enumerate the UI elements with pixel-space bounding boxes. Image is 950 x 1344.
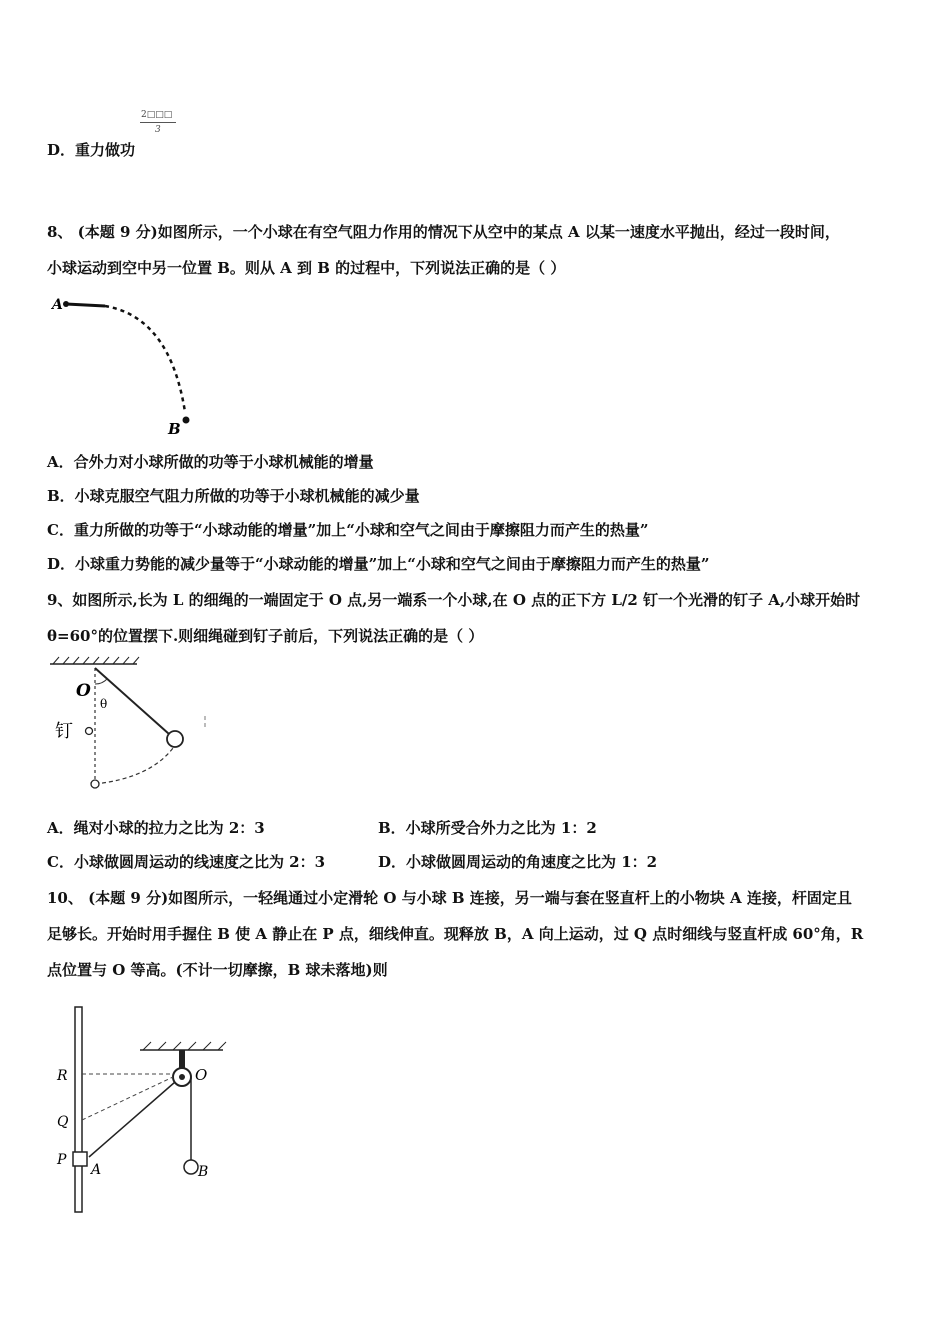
fraction-denominator: 3 <box>155 125 161 135</box>
fig-label-r: R <box>57 1068 68 1084</box>
fig-label-q: Q <box>57 1114 69 1130</box>
trajectory-path <box>105 306 185 412</box>
q10-stem-line1: 10、 (本题 9 分)如图所示，一轻绳通过小定滑轮 O 与小球 B 连接，另一端与套在竖直杆上的小物块 A 连接，杆固定且 <box>47 889 852 907</box>
fig-label-o: O <box>76 681 91 701</box>
q10-stem-line2: 足够长。开始时用手握住 B 使 A 静止在 P 点，细线伸直。现释放 B，A 向上运动，过 Q 点时细线与竖直杆成 60°角，R <box>47 925 864 943</box>
ball-b <box>184 1160 198 1174</box>
q7-option-d: D．重力做功 <box>47 141 136 159</box>
ceiling-hatch <box>143 1042 226 1050</box>
fraction-numerator: 2□□□ <box>141 110 173 120</box>
q-dashed-line <box>82 1077 173 1120</box>
q9-stem-line1: 9、如图所示,长为 L 的细绳的一端固定于 O 点,另一端系一个小球,在 O 点的正下方 L/2 钉一个光滑的钉子 A,小球开始时 <box>47 591 861 609</box>
q8-option-d: D．小球重力势能的减少量等于“小球动能的增量”加上“小球和空气之间由于摩擦阻力而产生的热量” <box>47 555 710 573</box>
pulley-axle <box>179 1074 185 1080</box>
block-a <box>73 1152 87 1166</box>
angle-arc <box>95 679 107 684</box>
fig-label-a: A <box>91 1162 102 1178</box>
fig-label-o: O <box>195 1066 208 1084</box>
ball <box>167 731 183 747</box>
q8-stem-line2: 小球运动到空中另一位置 B。则从 A 到 B 的过程中，下列说法正确的是（ ） <box>47 259 566 277</box>
q8-option-a: A．合外力对小球所做的功等于小球机械能的增量 <box>47 453 374 471</box>
q9-option-a: A．绳对小球的拉力之比为 2：3 <box>47 819 265 837</box>
vertical-rod <box>75 1007 82 1212</box>
q9-option-d: D．小球做圆周运动的角速度之比为 1：2 <box>378 853 658 871</box>
q8-option-b: B．小球克服空气阻力所做的功等于小球机械能的减少量 <box>47 487 420 505</box>
fig-label-b: B <box>168 420 181 438</box>
swing-arc <box>95 748 173 784</box>
q8-option-c: C．重力所做的功等于“小球动能的增量”加上“小球和空气之间由于摩擦阻力而产生的热量” <box>47 521 649 539</box>
fraction-bar <box>140 122 176 123</box>
lowest-point <box>91 780 99 788</box>
q10-stem-line3: 点位置与 O 等高。(不计一切摩擦，B 球未落地)则 <box>47 961 388 979</box>
q8-trajectory-figure <box>50 292 200 442</box>
start-arrow <box>66 304 105 306</box>
rope-to-a <box>89 1082 175 1157</box>
q8-stem-line1: 8、 (本题 9 分)如图所示，一个小球在有空气阻力作用的情况下从空中的某点 A 以某一速度水平抛出，经过一段时间， <box>47 223 840 241</box>
fig-label-nail: 钉 <box>55 721 73 742</box>
fig-label-b: B <box>198 1164 209 1180</box>
nail <box>86 728 93 735</box>
end-dot <box>183 417 190 424</box>
ceiling-hatch <box>53 657 139 664</box>
fig-label-p: P <box>57 1152 67 1168</box>
fig-label-a: A <box>52 297 63 313</box>
q9-pendulum-figure <box>45 656 215 796</box>
q9-option-c: C．小球做圆周运动的线速度之比为 2：3 <box>47 853 326 871</box>
q9-stem-line2: θ=60°的位置摆下.则细绳碰到钉子前后，下列说法正确的是（ ） <box>47 627 484 645</box>
q9-option-b: B．小球所受合外力之比为 1：2 <box>378 819 597 837</box>
q10-pulley-figure <box>55 1002 235 1217</box>
fig-label-theta: θ <box>100 697 108 711</box>
